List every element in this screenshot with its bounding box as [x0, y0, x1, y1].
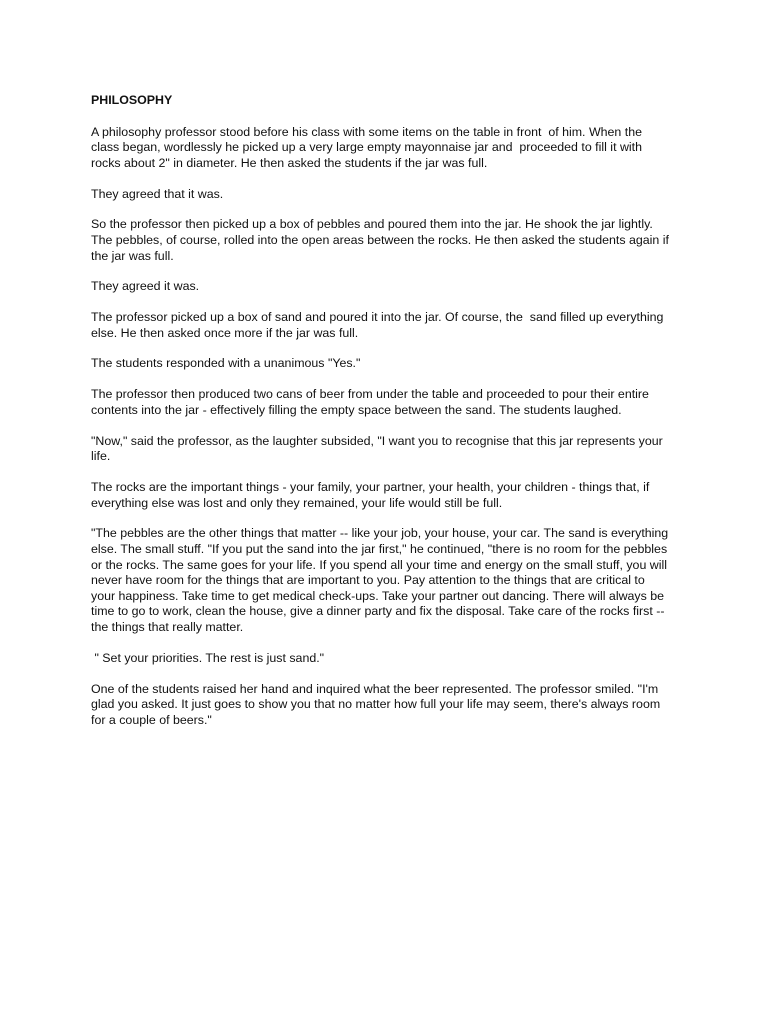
text-line: "The pebbles are the other things that matter -- like your job, your house, your car. The sand is everything — [91, 526, 669, 541]
document-body — [91, 125, 691, 729]
text-line: your happiness. Take time to get medical check-ups. Take your partner out dancing. There will always be — [91, 588, 665, 603]
text-line: life. — [91, 449, 111, 464]
text-line: The professor then produced two cans of beer from under the table and proceeded to pour their entire — [91, 387, 649, 402]
text-line: never have room for the things that are important to you. Pay attention to the things that are critical to — [91, 573, 645, 588]
text-line: So the professor then picked up a box of pebbles and poured them into the jar. He shook the jar lightly. — [91, 217, 653, 232]
text-line: The pebbles, of course, rolled into the open areas between the rocks. He then asked the students again if — [91, 232, 669, 247]
text-line: rocks about 2" in diameter. He then asked the students if the jar was full. — [91, 155, 488, 170]
text-line: else. He then asked once more if the jar was full. — [91, 325, 359, 340]
text-line: The rocks are the important things - your family, your partner, your health, your children - things that, if — [91, 480, 650, 494]
text-line: class began, wordlessly he picked up a very large empty mayonnaise jar and proceeded to fill it with — [91, 140, 642, 155]
paragraph — [91, 356, 691, 372]
text-line: glad you asked. It just goes to show you that no matter how full your life may seem, there's always room — [91, 697, 661, 712]
text-line: They agreed it was. — [91, 279, 200, 294]
paragraph — [91, 187, 691, 203]
text-line: the jar was full. — [91, 248, 174, 263]
paragraph — [91, 651, 691, 667]
text-line: else. The small stuff. "If you put the sand into the jar first," he continued, "there is no room for the pebbles — [91, 541, 668, 556]
text-line: The professor picked up a box of sand and poured it into the jar. Of course, the sand filled up everything — [91, 310, 664, 325]
document-title: PHILOSOPHY — [91, 93, 173, 107]
text-line: They agreed that it was. — [91, 186, 224, 201]
text-line: contents into the jar - effectively filling the empty space between the sand. The students laughed. — [91, 402, 622, 417]
paragraph — [91, 526, 691, 635]
paragraph — [91, 125, 691, 172]
text-line: time to go to work, clean the house, give a dinner party and fix the disposal. Take care of the rocks first -- — [91, 604, 665, 619]
text-line: the things that really matter. — [91, 619, 244, 634]
text-line: "Now," said the professor, as the laughter subsided, "I want you to recognise that this jar represents your — [91, 433, 663, 448]
text-line: " Set your priorities. The rest is just sand." — [91, 650, 325, 665]
document-page — [91, 93, 691, 743]
text-line: The students responded with a unanimous "Yes." — [91, 356, 361, 371]
text-line: or the rocks. The same goes for your life. If you spend all your time and energy on the small stuff, you will — [91, 557, 667, 572]
text-line: for a couple of beers." — [91, 712, 212, 727]
paragraph — [91, 480, 691, 511]
text-line: everything else was lost and only they remained, your life would still be full. — [91, 495, 503, 510]
paragraph — [91, 217, 691, 264]
paragraph — [91, 682, 691, 729]
paragraph — [91, 310, 691, 341]
paragraph — [91, 387, 691, 418]
text-line: One of the students raised her hand and inquired what the beer represented. The professor smiled. "I'm — [91, 681, 659, 696]
paragraph — [91, 279, 691, 295]
paragraph — [91, 434, 691, 465]
text-line: A philosophy professor stood before his class with some items on the table in front of him. When the — [91, 124, 642, 139]
